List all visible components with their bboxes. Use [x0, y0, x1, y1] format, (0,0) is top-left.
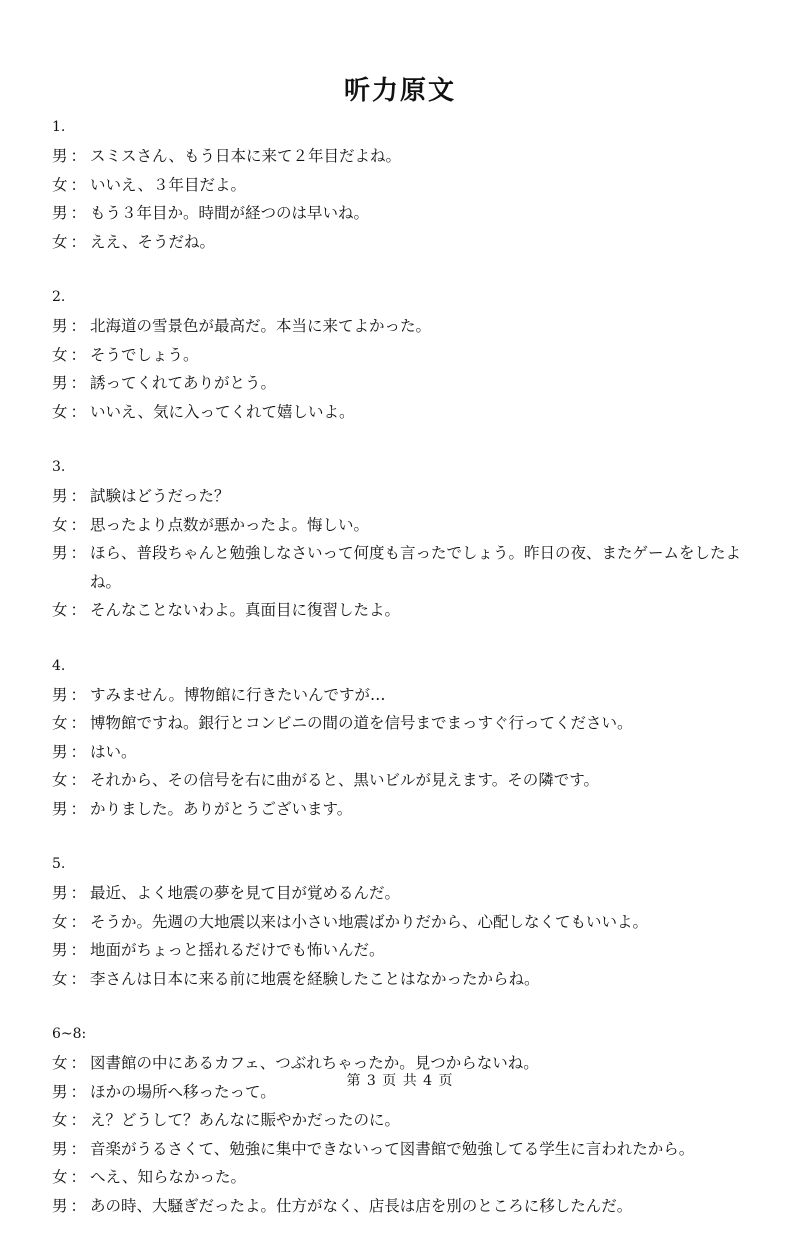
dialogue-text: ほかの場所へ移ったって。 [90, 1082, 276, 1101]
speaker-separator: ： [70, 771, 87, 789]
speaker-label: 男 [52, 742, 68, 761]
dialogue-text: 李さんは日本に来る前に地震を経験したことはなかったからね。 [90, 969, 540, 988]
speaker-label: 男 [52, 317, 68, 335]
speaker-separator: ： [70, 884, 87, 902]
speaker-separator: ： [70, 515, 87, 534]
dialogue-line [52, 766, 752, 795]
speaker-label: 女 [52, 714, 68, 732]
speaker-separator: ： [70, 374, 87, 392]
speaker-label: 女 [52, 969, 68, 988]
speaker-separator: ： [70, 1168, 87, 1186]
dialogue-text: はい。 [90, 742, 137, 761]
speaker-separator: ： [70, 1082, 87, 1101]
section-number: 6~8: [52, 1026, 87, 1042]
transcript-section [52, 282, 752, 426]
transcript-section [52, 452, 752, 625]
speaker-label: 女 [52, 515, 68, 534]
speaker-label: 女 [52, 771, 68, 789]
dialogue-line [52, 908, 752, 937]
dialogue-line [52, 681, 752, 710]
dialogue-text: え？どうして？あんなに賑やかだったのに。 [90, 1111, 401, 1129]
transcript-section [52, 651, 752, 824]
speaker-label: 女 [52, 1168, 68, 1186]
speaker-separator: ： [70, 685, 87, 704]
speaker-separator: ： [70, 1111, 87, 1129]
dialogue-text: 誘ってくれてありがとう。 [90, 374, 277, 392]
speaker-separator: ： [70, 1054, 87, 1072]
speaker-label: 男 [52, 685, 68, 704]
dialogue-line [52, 398, 752, 427]
page-footer: 第 3 页 共 4 页 [346, 1073, 454, 1089]
dialogue-text: 地面がちょっと揺れるだけでも怖いんだ。 [90, 941, 385, 959]
dialogue-line [52, 312, 752, 341]
speaker-label: 女 [52, 175, 68, 194]
speaker-separator: ： [70, 912, 87, 931]
section-number: 4. [52, 657, 66, 674]
dialogue-text: いいえ、気に入ってくれて嬉しいよ。 [90, 402, 355, 421]
speaker-separator: ： [70, 204, 87, 222]
dialogue-line [52, 199, 752, 228]
dialogue-line [52, 709, 752, 738]
speaker-label: 男 [52, 204, 68, 222]
section-number: 2. [52, 289, 66, 305]
speaker-label: 男 [52, 941, 68, 959]
dialogue-line [52, 596, 752, 625]
speaker-separator: ： [70, 317, 87, 335]
transcript-section [52, 1019, 752, 1220]
dialogue-text: そんなことないわよ。真面目に復習したよ。 [90, 601, 401, 619]
section-number: 5. [52, 856, 66, 872]
dialogue-line [52, 965, 752, 994]
dialogue-text: 図書館の中にあるカフェ、つぶれちゃったか。見つからないね。 [90, 1054, 539, 1072]
dialogue-text: 北海道の雪景色が最高だ。本当に来てよかった。 [90, 317, 432, 335]
transcript-section [52, 112, 752, 256]
dialogue-line [52, 511, 752, 540]
speaker-label: 男 [52, 1082, 68, 1101]
dialogue-text: もう３年目か。時間が経つのは早いね。 [90, 204, 370, 222]
dialogue-line [52, 171, 752, 200]
dialogue-text: あの時、大騒ぎだったよ。仕方がなく、店長は店を別のところに移したんだ。 [90, 1196, 633, 1215]
speaker-separator: ： [70, 969, 87, 988]
speaker-separator: ： [70, 232, 87, 251]
speaker-separator: ： [70, 147, 87, 165]
dialogue-line [52, 1135, 752, 1164]
dialogue-line [52, 936, 752, 965]
speaker-label: 男 [52, 147, 68, 165]
dialogue-line [52, 1192, 752, 1221]
speaker-label: 男 [52, 544, 68, 562]
speaker-label: 女 [52, 1111, 68, 1129]
dialogue-line [52, 482, 752, 511]
dialogue-text: 博物館ですね。銀行とコンビニの間の道を信号までまっすぐ行ってください。 [90, 714, 633, 732]
dialogue-line [52, 228, 752, 257]
dialogue-line [52, 369, 752, 398]
speaker-separator: ： [70, 544, 87, 562]
speaker-label: 男 [52, 374, 68, 392]
speaker-separator: ： [70, 175, 87, 194]
dialogue-line [52, 1163, 752, 1192]
speaker-separator: ： [70, 714, 87, 732]
dialogue-text: かりました。ありがとうございます。 [90, 799, 353, 818]
speaker-label: 男 [52, 799, 68, 818]
dialogue-text: ほら、普段ちゃんと勉強しなさいって何度も言ったでしょう。昨日の夜、またゲームをしたよね。 [90, 544, 742, 591]
dialogue-text: そうでしょう。 [90, 345, 199, 364]
speaker-separator: ： [70, 1139, 87, 1158]
speaker-separator: ： [70, 601, 87, 619]
dialogue-text: スミスさん、もう日本に来て２年目だよね。 [90, 147, 401, 165]
dialogue-text: 最近、よく地震の夢を見て目が覚めるんだ。 [90, 884, 401, 902]
page-title: 听力原文 [343, 76, 456, 106]
dialogue-text: 音楽がうるさくて、勉強に集中できないって図書館で勉強してる学生に言われたから。 [90, 1139, 695, 1158]
dialogue-line [52, 142, 752, 171]
speaker-separator: ： [70, 402, 87, 421]
dialogue-text: 試験はどうだった？ [90, 487, 230, 505]
dialogue-text: ええ、そうだね。 [90, 232, 215, 251]
dialogue-line [52, 738, 752, 767]
speaker-separator: ： [70, 941, 87, 959]
transcript-section [52, 849, 752, 993]
section-number: 3. [52, 459, 66, 475]
dialogue-line [52, 539, 752, 596]
dialogue-line [52, 795, 752, 824]
speaker-label: 男 [52, 1139, 68, 1158]
dialogue-line [52, 341, 752, 370]
speaker-label: 男 [52, 1196, 68, 1215]
dialogue-text: いいえ、３年目だよ。 [90, 175, 246, 194]
speaker-separator: ： [70, 345, 87, 364]
dialogue-line [52, 1106, 752, 1135]
dialogue-text: すみません。博物館に行きたいんですが… [90, 685, 386, 704]
speaker-label: 女 [52, 912, 68, 931]
speaker-label: 女 [52, 345, 68, 364]
speaker-separator: ： [70, 487, 87, 505]
speaker-separator: ： [70, 1196, 87, 1215]
dialogue-text: それから、その信号を右に曲がると、黒いビルが見えます。その隣です。 [90, 771, 600, 789]
speaker-label: 女 [52, 1054, 68, 1072]
speaker-label: 男 [52, 884, 68, 902]
dialogue-line [52, 879, 752, 908]
dialogue-text: そうか。先週の大地震以来は小さい地震ばかりだから、心配しなくてもいいよ。 [90, 912, 649, 931]
dialogue-text: へえ、知らなかった。 [90, 1168, 246, 1186]
speaker-label: 女 [52, 232, 68, 251]
speaker-separator: ： [70, 799, 87, 818]
speaker-separator: ： [70, 742, 87, 761]
section-number: 1. [52, 119, 66, 135]
speaker-label: 女 [52, 601, 68, 619]
speaker-label: 女 [52, 402, 68, 421]
speaker-label: 男 [52, 487, 68, 505]
dialogue-text: 思ったより点数が悪かったよ。悔しい。 [90, 515, 370, 534]
